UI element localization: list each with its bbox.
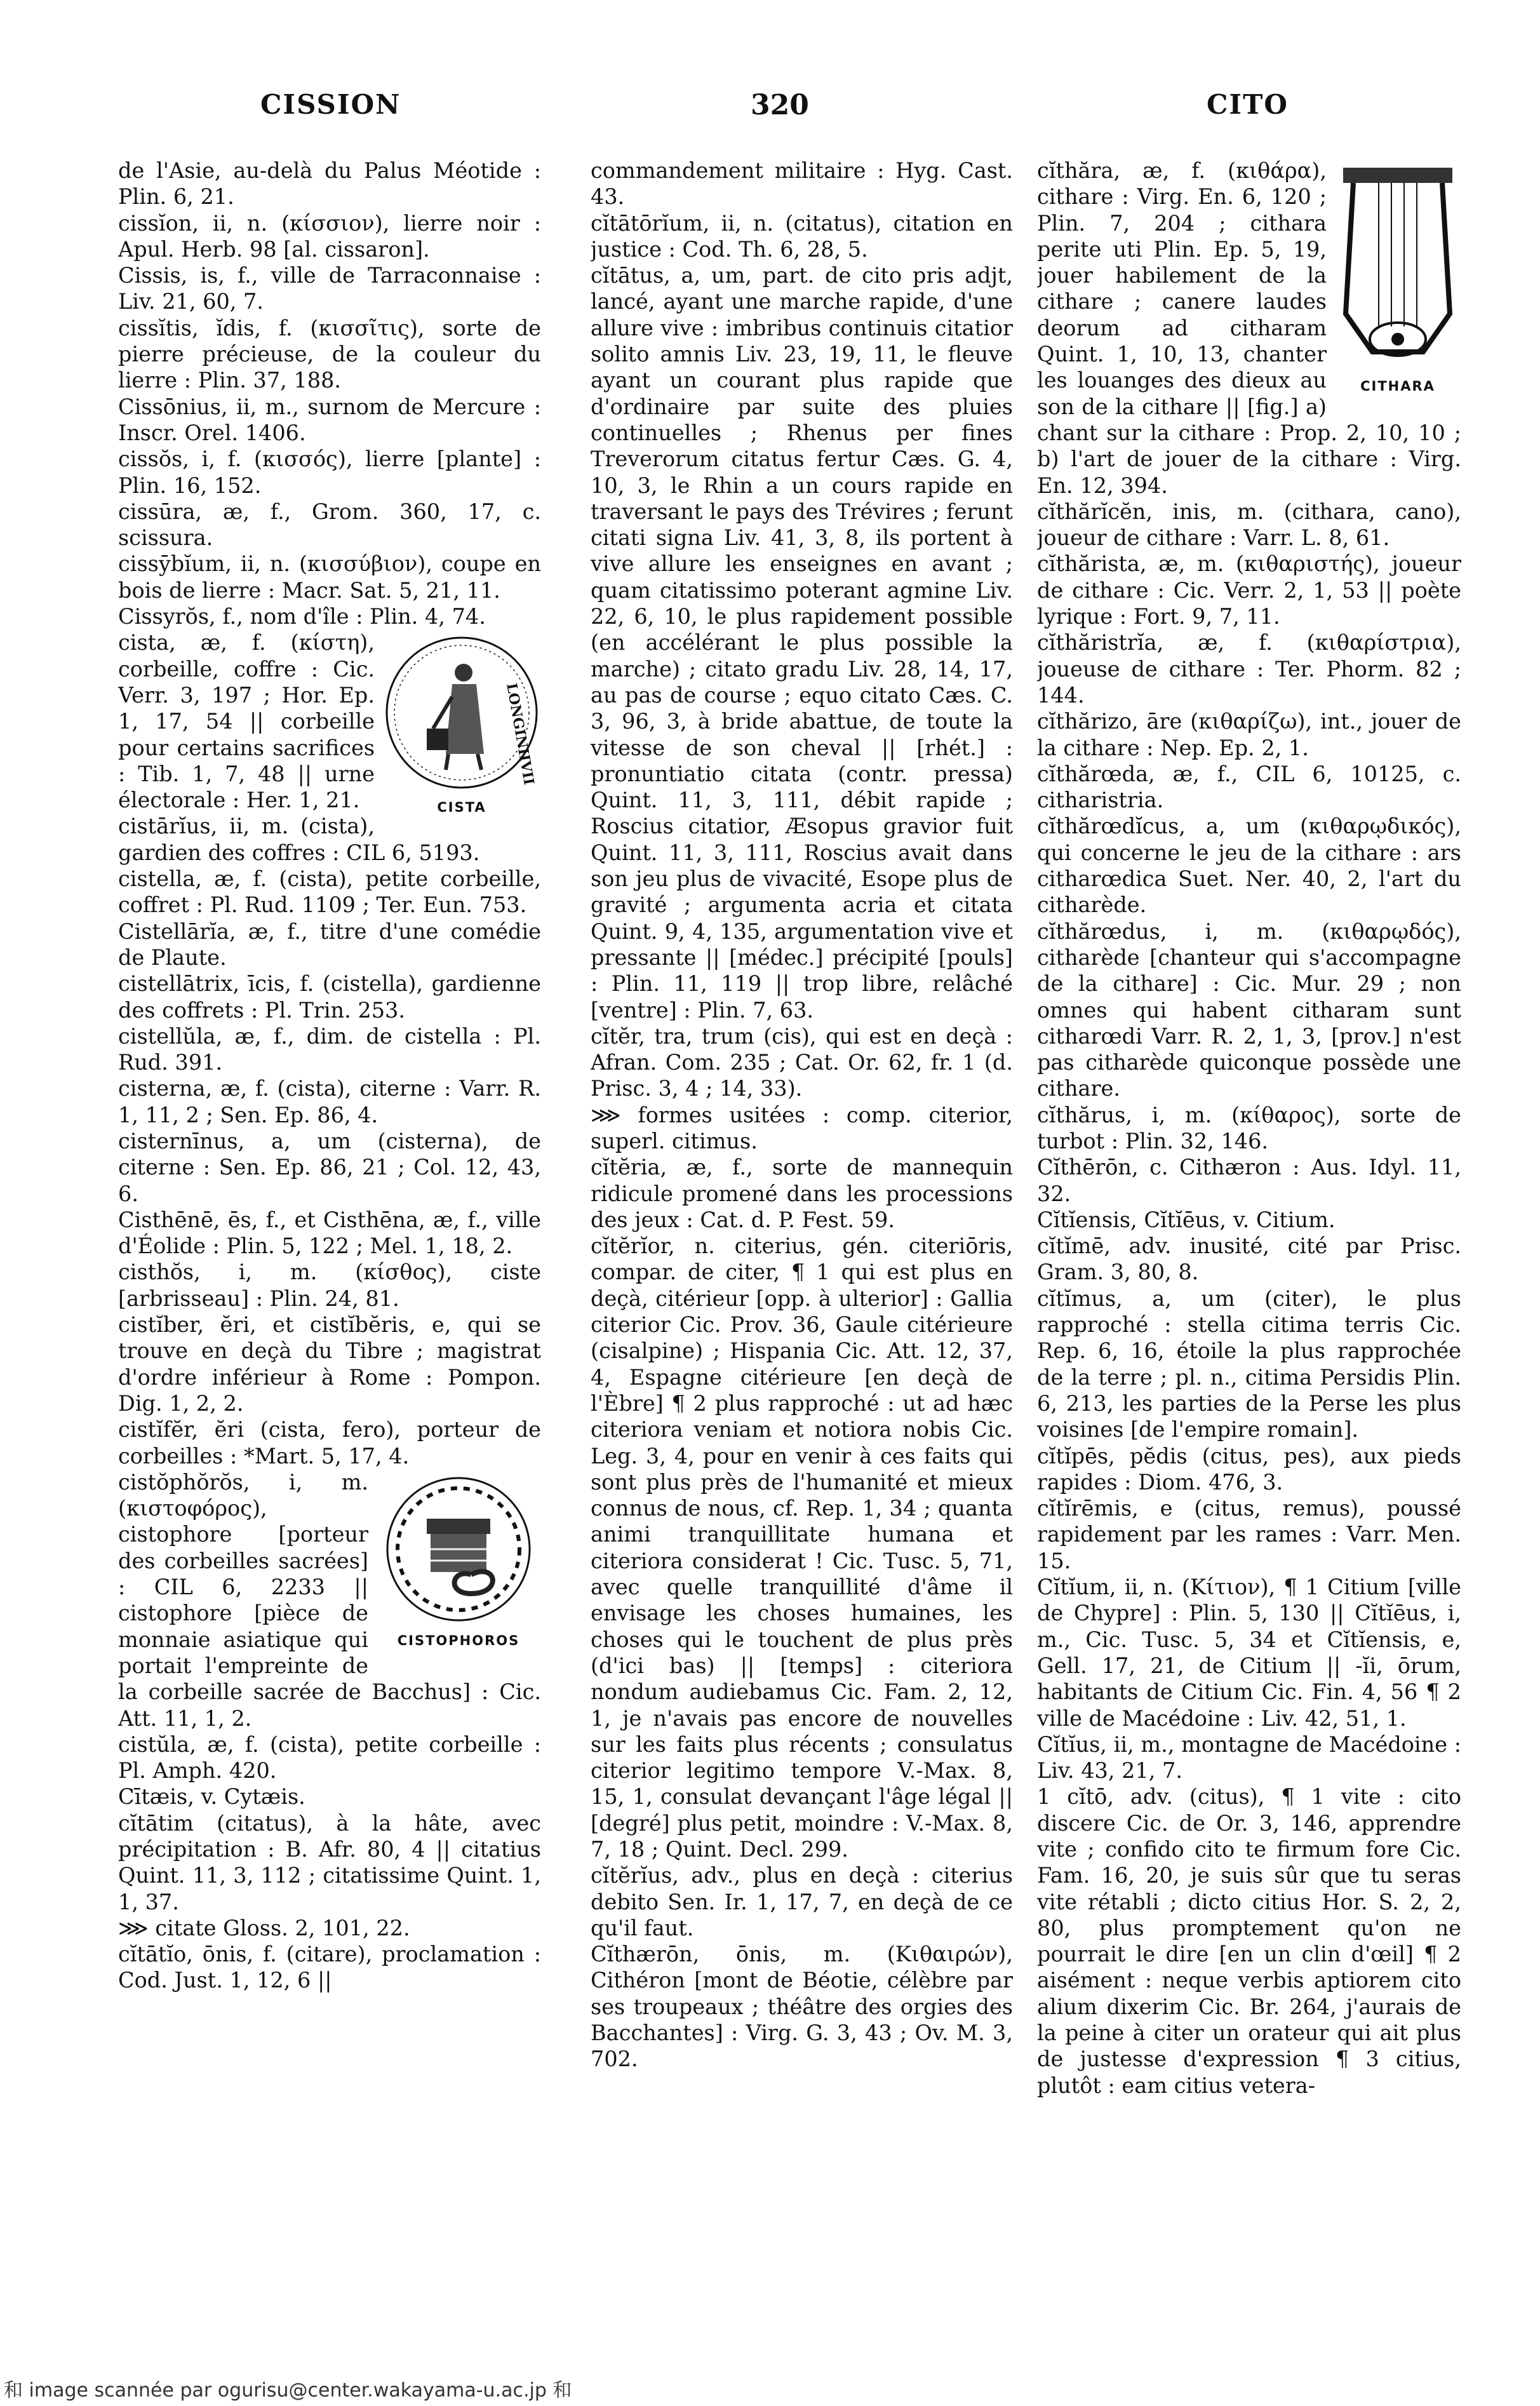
- cithara-caption: CITHARA: [1360, 379, 1435, 394]
- entry: cĭtĕrĭor, n. citerius, gén. citeriōris, compar. de citer, ¶ 1 qui est plus en deçà, citérieur [opp. à ulterior] : Gallia citerior Cic. Prov. 36, Gaule citérieure (cisalpine) ; Hispania Cic. Att. 12, 37, 4, Espagne citérieure [en deçà de l'Èbre] ¶ 2 plus rapproché : ut ad hæc citeriora veniam et notiora nobis Cic. Leg. 3, 4, pour en venir à ces faits qui sont plus près de l'humanité et mieux connus de nous, cf. Rep. 1, 34 ; quanta animi tranquillitate humana et citeriora considerat ! Cic. Tusc. 5, 71, avec quelle tranquillité d'âme il envisage les choses humaines, les choses qui le touchent de plus près (d'ici bas) || [temps] : citeriora nondum audiebamus Cic. Fam. 2, 12, 1, je n'avais pas encore de nouvelles sur les faits plus récents ; consulatus citerior legitimo tempore V.-Max. 8, 15, 1, consulat devançant l'âge légal || [degré] plus petit, moindre : V.-Max. 8, 7, 18 ; Quint. Decl. 299.: [591, 1233, 1013, 1862]
- header-right-guideword: CITO: [1207, 89, 1289, 120]
- entry: Cĭtĭum, ii, n. (Κίτιον), ¶ 1 Citium [ville de Chypre] : Plin. 5, 130 || Cĭtĭēus, i, m., Cic. Tusc. 5, 34 et Cĭtĭensis, e, Gell. 17, 21, de Citium || -ĭi, ōrum, habitants de Citium Cic. Fin. 4, 56 ¶ 2 ville de Macédoine : Liv. 42, 51, 1.: [1037, 1575, 1461, 1731]
- entry: cĭtātĭo, ōnis, f. (citare), proclamation : Cod. Just. 1, 12, 6 ||: [118, 1942, 541, 1993]
- entry: cissĭtis, ĭdis, f. (κισσῖτις), sorte de pierre précieuse, de la couleur du lierre : Plin. 37, 188.: [118, 315, 541, 393]
- page-number: 320: [751, 89, 809, 121]
- entry: cissŏs, i, f. (κισσός), lierre [plante] : Plin. 16, 152.: [118, 447, 541, 498]
- header-left-guideword: CISSION: [260, 89, 401, 120]
- entry: cistŏphŏrŏs, i, m. (κιστοφόρος), cistophore [porteur des corbeilles sacrées] : CIL 6, 2233 || cistophore [pièce de monnaie asiatique qui portait l'empreinte de la corbeille sacrée de Bacchus] : Cic. Att. 11, 1, 2.: [118, 1469, 541, 1731]
- cistophoros-caption: CISTOPHOROS: [397, 1632, 520, 1648]
- entry: cĭtātōrĭum, ii, n. (citatus), citation en justice : Cod. Th. 6, 28, 5.: [591, 210, 1013, 262]
- entry: cistellŭla, æ, f., dim. de cistella : Pl. Rud. 391.: [118, 1023, 541, 1075]
- column-2: [591, 158, 1013, 2304]
- page-header: [0, 89, 1540, 140]
- entry: Cistellārĭa, æ, f., titre d'une comédie de Plaute.: [118, 918, 541, 970]
- entry: cĭtĭrēmis, e (citus, remus), poussé rapidement par les rames : Varr. Men. 15.: [1037, 1496, 1461, 1573]
- entry: cĭthărœda, æ, f., CIL 6, 10125, c. citharistria.: [1037, 761, 1461, 813]
- entry: cissĭon, ii, n. (κίσσιον), lierre noir : Apul. Herb. 98 [al. cissaron].: [118, 210, 541, 262]
- entry: ⋙ formes usitées : comp. citerior, superl. citimus.: [591, 1102, 1013, 1153]
- entry: de l'Asie, au-delà du Palus Méotide : Plin. 6, 21.: [118, 158, 541, 210]
- entry: cisterna, æ, f. (cista), citerne : Varr. R. 1, 11, 2 ; Sen. Ep. 86, 4.: [118, 1076, 541, 1127]
- entry: Cissis, is, f., ville de Tarraconnaise : Liv. 21, 60, 7.: [118, 263, 541, 314]
- entry: cisthŏs, i, m. (κίσθος), ciste [arbrisseau] : Plin. 24, 81.: [118, 1260, 541, 1311]
- entry: ⋙ citate Gloss. 2, 101, 22.: [118, 1915, 410, 1940]
- entry: cĭthăristrĭa, æ, f. (κιθαρίστρια), joueuse de cithare : Ter. Phorm. 82 ; 144.: [1037, 630, 1461, 708]
- column-3: [1037, 158, 1461, 2304]
- entry: cĭthăra, æ, f. (κιθάρα), cithare : Virg. En. 6, 120 ; Plin. 7, 204 ; cithara perite uti Plin. Ep. 5, 19, jouer habilement de la cithare ; canere laudes deorum ad citharam Quint. 1, 10, 13, chanter les louanges des dieux au son de la cithare || [fig.] a) chant sur la cithare : Prop. 2, 10, 10 ; b) l'art de jouer de la cithare : Virg. En. 12, 394.: [1037, 158, 1461, 498]
- scan-credit-footer: 和 image scannée par ogurisu@center.wakayama-u.ac.jp 和: [4, 2379, 572, 2402]
- entry: cistŭla, æ, f. (cista), petite corbeille : Pl. Amph. 420.: [118, 1731, 541, 1784]
- entry: cĭthărĭcĕn, inis, m. (cithara, cano), joueur de cithare : Varr. L. 8, 61.: [1037, 499, 1461, 551]
- entry: cĭtĭpēs, pĕdis (citus, pes), aux pieds rapides : Diom. 476, 3.: [1037, 1443, 1461, 1495]
- entry: cĭtĭmē, adv. inusité, cité par Prisc. Gram. 3, 80, 8.: [1037, 1233, 1461, 1285]
- entry: Cĭtĭus, ii, m., montagne de Macédoine : Liv. 43, 21, 7.: [1037, 1731, 1461, 1784]
- column-1: [118, 158, 541, 2304]
- cithara-figure: [1334, 161, 1461, 400]
- cistophoros-coin-image: [376, 1473, 541, 1625]
- entry: cĭtātus, a, um, part. de cito pris adjt, lancé, ayant une marche rapide, d'une allure vive : imbribus continuis citatior solito amnis Liv. 23, 19, 11, le fleuve ayant un courant plus rapide que d'ordinaire par suite des pluies continuelles ; Rhenus per fines Treverorum citatus fertur Cæs. G. 4, 10, 3, le Rhin a un cours rapide en traversant le pays des Trévires ; ferunt citati signa Liv. 41, 3, 8, ils portent à vive allure les enseignes en avant ; quam citatissimo poterant agmine Liv. 22, 6, 10, le plus rapidement possible (en accélérant le plus possible la marche) ; citato gradu Liv. 28, 14, 17, au pas de course ; equo citato Cæs. C. 3, 96, 3, à bride abattue, de toute la vitesse de son cheval || [rhét.] : pronuntiatio citata (contr. pressa) Quint. 11, 3, 111, débit rapide ; Roscius citatior, Æsopus gravior fuit Quint. 11, 3, 111, Roscius avait dans son jeu plus de vivacité, Esope plus de gravité ; argumenta acria et citata Quint. 9, 4, 135, argumentation vive et pressante || [médec.] précipité [pouls] : Plin. 11, 119 || trop libre, relâché [ventre] : Plin. 7, 63.: [591, 263, 1013, 1023]
- entry: cĭthărœdus, i, m. (κιθαρῳδός), citharède [chanteur qui s'accompagne de la cithare] : Cic. Mur. 29 ; non omnes qui habent citharam sunt citharœdi Varr. R. 2, 1, 3, [prov.] n'est pas citharède quiconque possède une cithare.: [1037, 918, 1461, 1101]
- cista-coin-image: [382, 633, 541, 792]
- entry: commandement militaire : Hyg. Cast. 43.: [591, 158, 1013, 210]
- entry: Cĭthērōn, c. Cithæron : Aus. Idyl. 11, 32.: [1037, 1155, 1461, 1206]
- entry: Cĭthærōn, ōnis, m. (Κιθαιρών), Cithéron [mont de Béotie, célèbre par ses troupeaux ; théâtre des orgies des Bacchantes] : Virg. G. 3, 43 ; Ov. M. 3, 702.: [591, 1942, 1013, 2072]
- entry: cista, æ, f. (κίστη), corbeille, coffre : Cic. Verr. 3, 197 ; Hor. Ep. 1, 17, 54 || corbeille pour certains sacrifices : Tib. 1, 7, 48 || urne électorale : Her. 1, 21.: [118, 630, 375, 813]
- entry: Cītæis, v. Cytæis.: [118, 1784, 305, 1810]
- entry: Cissyrŏs, f., nom d'île : Plin. 4, 74.: [118, 604, 486, 629]
- cistophoros-figure: [376, 1473, 541, 1654]
- entry: cisternīnus, a, um (cisterna), de citerne : Sen. Ep. 86, 21 ; Col. 12, 43, 6.: [118, 1128, 541, 1206]
- entry: cissȳbĭum, ii, n. (κισσύβιον), coupe en bois de lierre : Macr. Sat. 5, 21, 11.: [118, 551, 541, 603]
- entry: cĭtĕr, tra, trum (cis), qui est en deçà : Afran. Com. 235 ; Cat. Or. 62, fr. 1 (d. Prisc. 3, 4 ; 14, 33).: [591, 1023, 1013, 1101]
- entry: cĭthărizo, āre (κιθαρίζω), int., jouer de la cithare : Nep. Ep. 2, 1.: [1037, 709, 1461, 760]
- svg-text:LONGINIIVII: LONGINIIVII: [503, 682, 537, 787]
- entry: cistella, æ, f. (cista), petite corbeille, coffret : Pl. Rud. 1109 ; Ter. Eun. 753.: [118, 866, 541, 918]
- cista-caption: CISTA: [437, 800, 486, 816]
- cista-figure: [382, 633, 541, 821]
- entry: Cĭtĭensis, Cĭtĭēus, v. Citium.: [1037, 1207, 1336, 1232]
- entry: cĭthărus, i, m. (κίθαρος), sorte de turbot : Plin. 32, 146.: [1037, 1102, 1461, 1153]
- entry: 1 cĭtō, adv. (citus), ¶ 1 vite : cito discere Cic. de Or. 3, 146, apprendre vite ; confido cito te firmum fore Cic. Fam. 16, 20, je suis sûr que tu seras vite rétabli ; dicto citius Hor. S. 2, 2, 80, plus promptement qu'on ne pourrait le dire [en un clin d'œil] ¶ 2 aisément : neque verbis aptiorem cito alium dixerim Cic. Br. 264, j'aurais de la peine à citer un orateur qui ait plus de justesse d'expression ¶ 3 citius, plutôt : eam citius vetera-: [1037, 1784, 1461, 2098]
- entry: cistellātrix, īcis, f. (cistella), gardienne des coffrets : Pl. Trin. 253.: [118, 971, 541, 1023]
- entry: cĭtĕrĭus, adv., plus en deçà : citerius debito Sen. Ir. 1, 17, 7, en deçà de ce qu'il faut.: [591, 1863, 1013, 1940]
- entry: cĭthăristа, æ, m. (κιθαριστής), joueur de cithare : Cic. Verr. 2, 1, 53 || poète lyrique : Fort. 9, 7, 11.: [1037, 551, 1461, 629]
- entry: cĭtātim (citatus), à la hâte, avec précipitation : B. Afr. 80, 4 || citatius Quint. 11, 3, 112 ; citatissime Quint. 1, 1, 37.: [118, 1810, 541, 1914]
- cithara-image: [1334, 161, 1461, 371]
- entry: cĭtĕria, æ, f., sorte de mannequin ridicule promené dans les processions des jeux : Cat. d. P. Fest. 59.: [591, 1155, 1013, 1232]
- entry: Cisthēnē, ēs, f., et Cisthēna, æ, f., ville d'Éolide : Plin. 5, 122 ; Mel. 1, 18, 2.: [118, 1207, 541, 1259]
- entry: cissūra, æ, f., Grom. 360, 17, c. scissura.: [118, 499, 541, 551]
- entry: cĭthărœdĭcus, a, um (κιθαρῳδικός), qui concerne le jeu de la cithare : ars citharœdica Suet. Ner. 40, 2, l'art du citharède.: [1037, 814, 1461, 918]
- entry: cistĭfĕr, ĕri (cista, fero), porteur de corbeilles : *Mart. 5, 17, 4.: [118, 1417, 541, 1468]
- entry: cistārĭus, ii, m. (cista), gardien des coffres : CIL 6, 5193.: [118, 814, 480, 865]
- entry: cistĭber, ĕri, et cistĭbĕris, e, qui se trouve en deçà du Tibre ; magistrat d'ordre inférieur à Rome : Pompon. Dig. 1, 2, 2.: [118, 1312, 541, 1416]
- entry: Cissōnius, ii, m., surnom de Mercure : Inscr. Orel. 1406.: [118, 394, 541, 445]
- entry: cĭtĭmus, a, um (citer), le plus rapproché : stella citima terris Cic. Rep. 6, 16, étoile la plus rapprochée de la terre ; pl. n., citima Persidis Plin. 6, 213, les parties de la Perse les plus voisines [de l'empire romain].: [1037, 1286, 1461, 1442]
